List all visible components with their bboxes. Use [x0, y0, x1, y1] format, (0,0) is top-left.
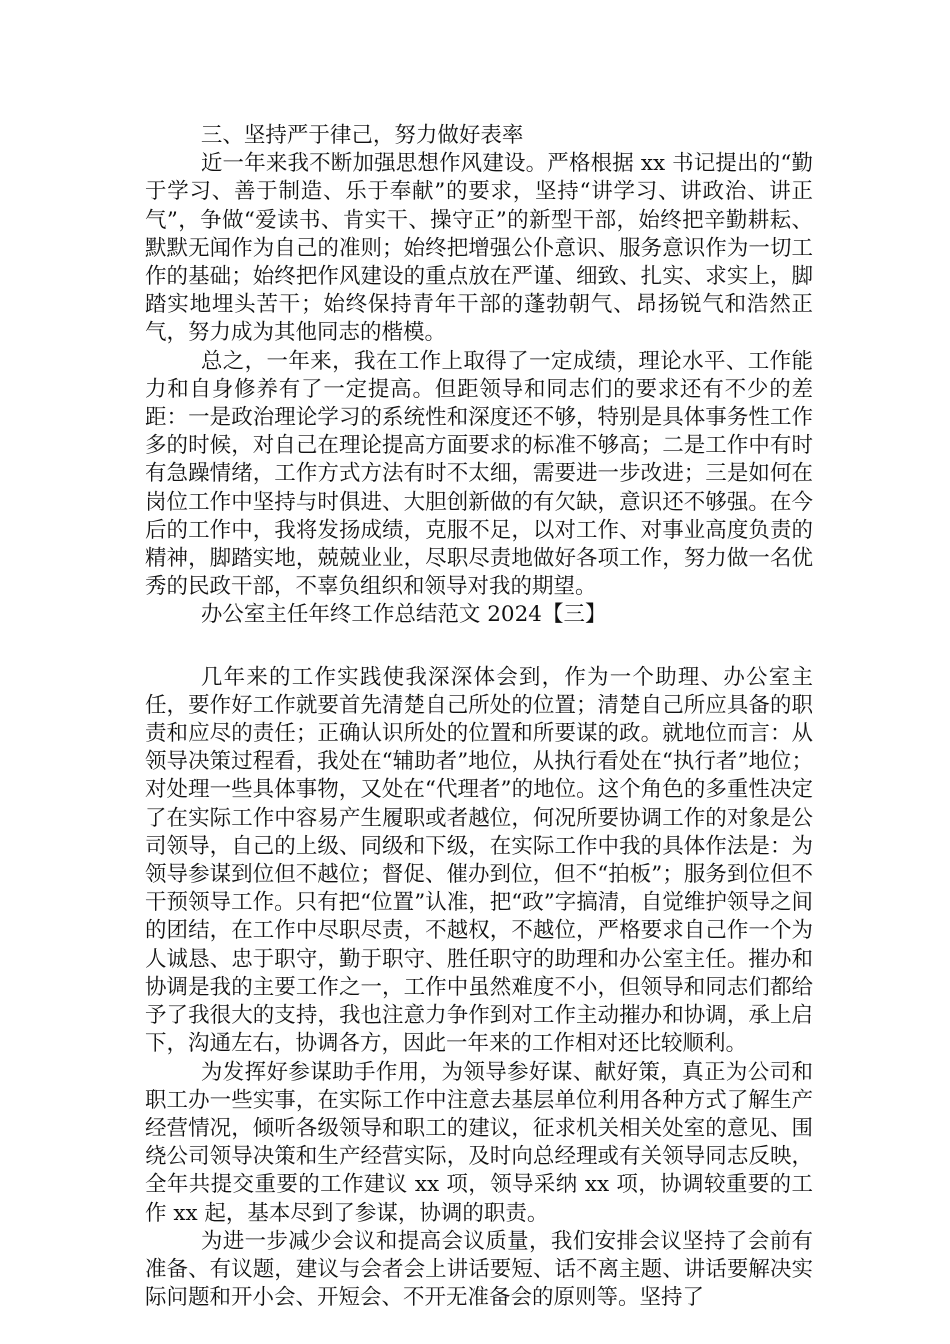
section-heading: 三、坚持严于律己，努力做好表率	[200, 123, 524, 148]
body-paragraph: 几年来的工作实践使我深深体会到，作为一个助理、办公室主任，要作好工作就要首先清楚自己所处的位置；清楚自己所应具备的职责和应尽的责任；正确认识所处的位置和所要谋的政。就地位而言：从领导决策过程看，我处在“辅助者”地位，从执行看处在“执行者”地位；对处理一些具体事物，又处在“代理者”的地位。这个角色的多重性决定了在实际工作中容易产生履职或者越位，何况所要协调工作的对象是公司领导，自己的上级、同级和下级，在实际工作中我的具体作法是：为领导参谋到位但不越位；督促、催办到位，但不“拍板”；服务到位但不干预领导工作。只有把“位置”认准，把“政”字搞清，自觉维护领导之间的团结，在工作中尽职尽责，不越权，不越位，严格要求自己作一个为人诚恳、忠于职守，勤于职守、胜任职守的助理和办公室主任。摧办和协调是我的主要工作之一，工作中虽然难度不小，但领导和同志们都给予了我很大的支持，我也注意力争作到对工作主动摧办和协调，承上启下，沟通左右，协调各方，因此一年来的工作相对还比较顺利。	[145, 664, 813, 1057]
article-title: 办公室主任年终工作总结范文 2024【三】	[200, 602, 607, 628]
body-paragraph: 总之，一年来，我在工作上取得了一定成绩，理论水平、工作能力和自身修养有了一定提高。但距领导和同志们的要求还有不少的差距：一是政治理论学习的系统性和深度还不够，特别是具体事务性工作多的时候，对自己在理论提高方面要求的标准不够高；二是工作中有时有急躁情绪，工作方式方法有时不太细，需要进一步改进；三是如何在岗位工作中坚持与时俱进、大胆创新做的有欠缺，意识还不够强。在今后的工作中，我将发扬成绩，克服不足，以对工作、对事业高度负责的精神，脚踏实地，兢兢业业，尽职尽责地做好各项工作，努力做一名优秀的民政干部，不辜负组织和领导对我的期望。	[145, 348, 813, 600]
body-paragraph: 为进一步减少会议和提高会议质量，我们安排会议坚持了会前有准备、有议题，建议与会者会上讲话要短、话不离主题、讲话要解决实际问题和开小会、开短会、不开无准备会的原则等。坚持了	[145, 1228, 813, 1311]
body-paragraph: 近一年来我不断加强思想作风建设。严格根据 xx 书记提出的“勤于学习、善于制造、乐于奉献”的要求，坚持“讲学习、讲政治、讲正气”，争做“爱读书、肯实干、操守正”的新型干部，始终把辛勤耕耘、默默无闻作为自己的准则；始终把增强公仆意识、服务意识作为一切工作的基础；始终把作风建设的重点放在严谨、细致、扎实、求实上，脚踏实地埋头苦干；始终保持青年干部的蓬勃朝气、昂扬锐气和浩然正气，努力成为其他同志的楷模。	[145, 151, 813, 346]
document-body	[145, 122, 813, 1312]
body-paragraph: 为发挥好参谋助手作用，为领导参好谋、献好策，真正为公司和职工办一些实事，在实际工作中注意去基层单位利用各种方式了解生产经营情况，倾听各级领导和职工的建议，征求机关相关处室的意见、围绕公司领导决策和生产经营实际，及时向总经理或有关领导同志反映，全年共提交重要的工作建议 xx 项，领导采纳 xx 项，协调较重要的工作 xx 起，基本尽到了参谋，协调的职责。	[145, 1059, 813, 1226]
